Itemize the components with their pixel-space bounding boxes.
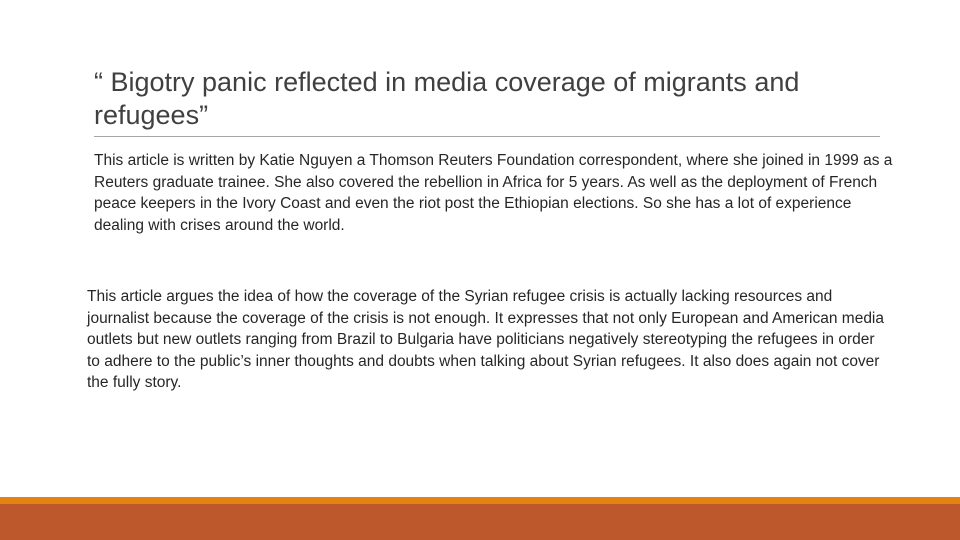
footer-accent-stripe (0, 497, 960, 504)
slide-title: “ Bigotry panic reflected in media coverage of migrants and refugees” (94, 67, 800, 130)
title-divider (94, 136, 880, 137)
footer-bar (0, 504, 960, 540)
body-paragraph-author: This article is written by Katie Nguyen a Thomson Reuters Foundation correspondent, where she joined in 1999 as a Reuters graduate trainee. She also covered the rebellion in Africa for 5 years. As well as the deployment of French peace keepers in the Ivory Coast and even the riot post the Ethiopian elections. So she has a lot of experience dealing with crises around the world. (94, 152, 893, 234)
body-paragraph-argument: This article argues the idea of how the coverage of the Syrian refugee crisis is actually lacking resources and journalist because the coverage of the crisis is not enough. It expresses that not only European and American media outlets but new outlets ranging from Brazil to Bulgaria have politicians negatively stereotyping the refugees in order to adhere to the public’s inner thoughts and doubts when talking about Syrian refugees. It also does again not cover the fully story. (87, 288, 885, 391)
